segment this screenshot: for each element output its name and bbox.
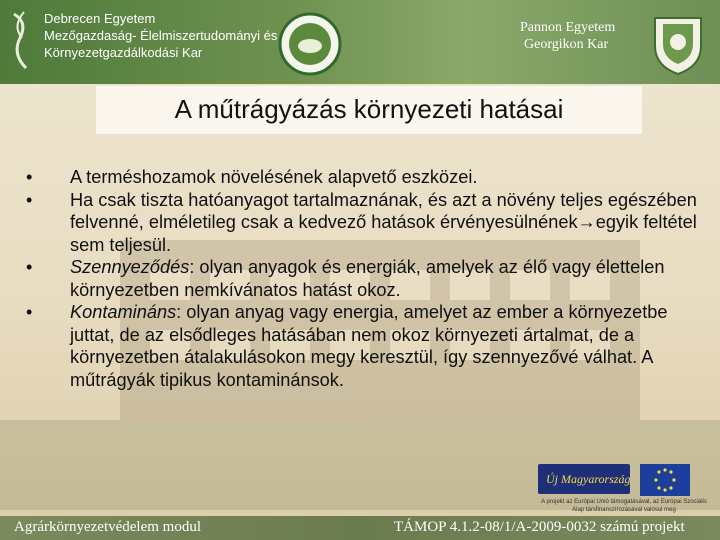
header-right-text xyxy=(520,19,615,53)
bullet-text: : olyan anyagok és energiák, amelyek az élő vagy élettelen környezetben nemkívánatos hatást okoz. xyxy=(70,257,665,300)
uj-magyarorszag-logo-text: Új Magyarország xyxy=(546,472,631,486)
bullet-dot-icon: • xyxy=(26,189,33,210)
bullet-dot-icon: • xyxy=(26,302,33,322)
footer-module-name: Agrárkörnyezetvédelem modul xyxy=(14,519,202,535)
eu-caption: A projekt az Európai Unió támogatásával, az Európai Szociális Alap társfinanszírozásával valósul meg xyxy=(541,499,707,513)
eu-flag-icon xyxy=(640,464,690,496)
bullet-term: Kontamináns xyxy=(70,302,177,322)
bullet-term: Szennyeződés xyxy=(70,257,190,277)
header-right-line: Georgikon Kar xyxy=(524,37,609,52)
header-left-line: Mezőgazdaság- Élelmiszertudományi és xyxy=(44,28,278,43)
bullet-dot-icon: • xyxy=(26,257,33,277)
header-right-line: Pannon Egyetem xyxy=(520,20,616,35)
header-left-line: Debrecen Egyetem xyxy=(44,11,156,26)
header-left-line: Környezetgazdálkodási Kar xyxy=(44,45,203,60)
slide-title: A műtrágyázás környezeti hatásai xyxy=(174,94,564,124)
bullet-text: Ha csak tiszta hatóanyagot tartalmaznának, és azt a növény teljes egészében felvenné, elméletileg csak a kedvező hatások érvényesülnének→egyik feltétel sem teljesül. xyxy=(70,189,697,255)
university-crest-icon xyxy=(643,8,713,78)
university-logo-icon xyxy=(6,8,36,74)
bullet-list xyxy=(24,166,700,391)
bullet-item xyxy=(24,189,700,257)
bullet-item xyxy=(24,301,700,391)
faculty-seal-icon xyxy=(278,12,342,76)
header-left-text xyxy=(44,10,277,61)
bullet-item xyxy=(24,256,700,301)
bullet-item xyxy=(24,166,700,189)
bullet-text: : olyan anyag vagy energia, amelyet az ember a környezetbe juttat, de az elsődleges hatásában nem okoz környezeti ártalmat, de a környezetben átalakulásokon megy keresztül, így szennyezővé válhat. A műtrágyák tipikus kontaminánsok. xyxy=(70,302,668,390)
footer-project-id: TÁMOP 4.1.2-08/1/A-2009-0032 számú projekt xyxy=(394,519,685,535)
bullet-dot-icon: • xyxy=(26,167,33,187)
bullet-text: A terméshozamok növelésének alapvető eszközei. xyxy=(70,167,478,187)
